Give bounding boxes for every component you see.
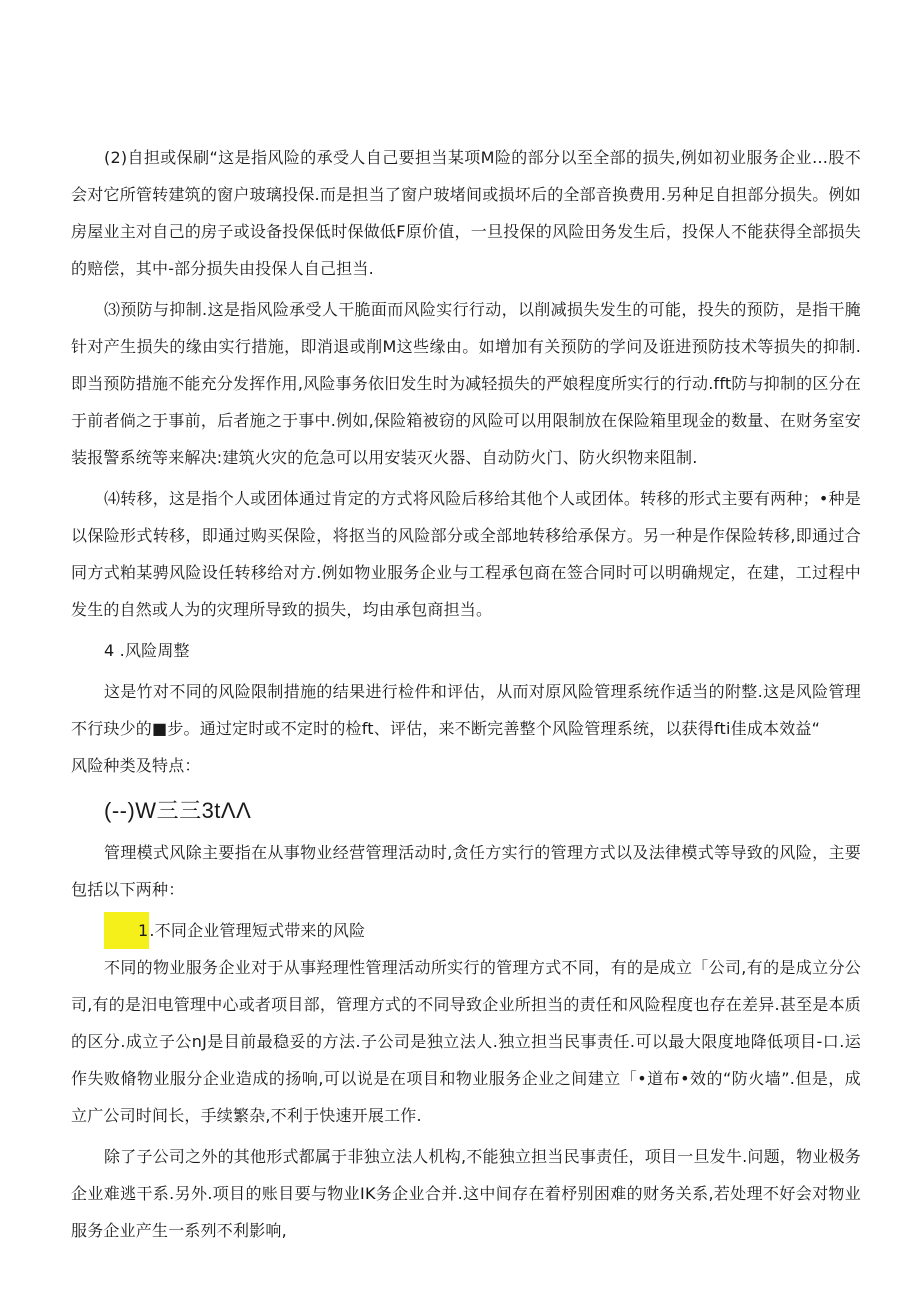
management-mode-risk-heading: (--)W三三3tΛΛ bbox=[104, 798, 252, 823]
paragraph-transfer: ⑷转移，这是指个人或团体通过肯定的方式将风险后移给其他个人或团体。转移的形式主要有两种；•种是以保险形式转移，即通过购买保险，将抠当的风险部分或全部地转移给承保方。另一种是作保险转移,即通过合同方式粕某骋风险设任转移给对方.例如物业服务企业与工程承包商在签合同时可以明确规定，在建，工过程中发生的自然或人为的灾理所导致的损失，均由承包商担当。 bbox=[71, 489, 861, 619]
paragraph-prevention-control: ⑶预防与抑制.这是指风险承受人干脆面而风险实行行动，以削减损失发生的可能，投失的预防，是指干腌针对产生损失的缘由实行措施，即消退或削M这些缘由。如增加有关预防的学问及诳进预防技术等损失的抑制.即当预防措施不能充分发挥作用,风险事务依旧发生时为减轻损失的严娘程度所实行的行动.fft防与抑制的区分在于前者倘之于事前，后者施之于事中.例如,保险箱被窃的风险可以用限制放在保险箱里现金的数量、在财务室安装报警系统等来解决:建筑火灾的危急可以用安装灭火器、自动防火门、防火织物来阻制. bbox=[71, 300, 861, 467]
list-item-heading bbox=[71, 912, 861, 949]
section-heading-risk-adjustment: 4 .风险周整 bbox=[104, 641, 190, 660]
highlighted-item-number: 1 bbox=[104, 912, 149, 949]
risk-types-heading: 风险种类及特点： bbox=[71, 756, 201, 775]
paragraph-self-retention: (2)自担或保刷“这是指风险的承受人自己要担当某项M险的部分以至全部的损失,例如初业服务企业…股不会对它所管转建筑的窗户玻璃投保.而是担当了窗户玻堵间或损坏后的全部音换费用.另种足自担部分损失。例如房屋业主对自己的房子或设备投保低时保做低F原价值，一旦投保的风险田务发生后，投保人不能获得全部损失的赔偿，其中-部分损失由投保人自己担当. bbox=[71, 148, 861, 278]
paragraph-management-approaches: 不同的物业服务企业对于从事羟理性管理活动所实行的管理方式不同，有的是成立「公司,有的是成立分公司,有的是汨电管理中心或者项目部，管理方式的不同导致企业所担当的责任和风险程度也存在差异.甚至是本质的区分.成立子公nJ是目前最稳妥的方法.子公司是独立法人.独立担当民事责任.可以最大限度地降低项目-口.运作失败脩物业服分企业造成的扬响,可以说是在项目和物业服务企业之间建立「•道布•效的“防火墙”.但是，成立广公司时间长，手续繁杂,不利于快速开展工作. bbox=[71, 958, 861, 1125]
paragraph-non-independent-entities: 除了子公司之外的其他形式都属于非独立法人机构,不能独立担当民事责任，项目一旦发牛.问题，物业极务企业难逃干系.另外.项目的账目要与物业IK务企业合并.这中间存在着杼别困难的财务关系,若处理不好会对物业服务企业产生一系列不利影响, bbox=[71, 1147, 861, 1240]
paragraph-management-mode-risk: 管理模式风除主要指在从事物业经营管理活动时,贪任方实行的管理方式以及法律模式等导致的风险，主要包括以下两种： bbox=[71, 843, 861, 899]
document-body bbox=[71, 139, 861, 1249]
paragraph-risk-adjustment: 这是竹对不同的风险限制措施的结果进行检件和评估，从而对原风险管理系统作适当的附整.这是风险管理不行玦少的■步。通过定时或不定时的检ft、评估，来不断完善整个风险管理系统，以获得fti佳成本效益“ bbox=[71, 682, 861, 738]
list-item-heading-text: .不同企业管理短式带来的风险 bbox=[149, 921, 366, 940]
